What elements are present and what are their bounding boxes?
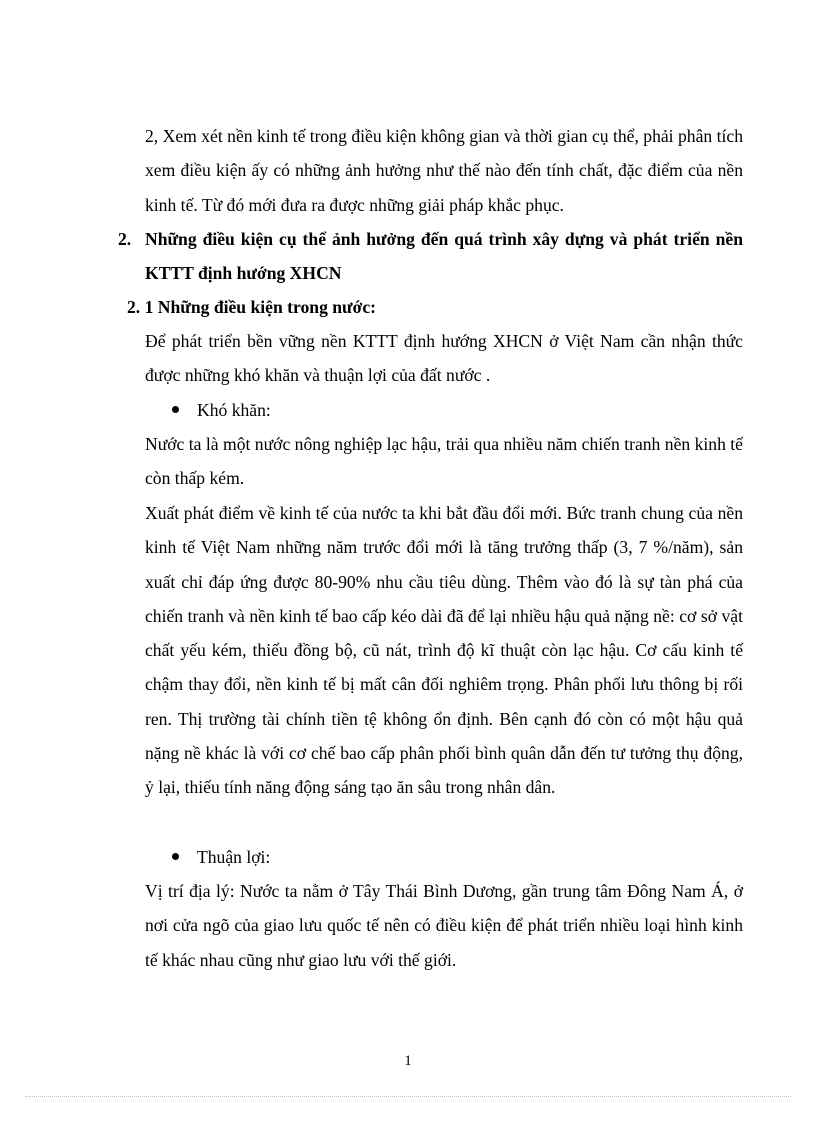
- bullet-label: Khó khăn:: [197, 400, 271, 420]
- heading-2-title: Những điều kiện cụ thể ảnh hưởng đến quá trình xây dựng và phát triển nền KTTT định hướng XHCN: [145, 229, 743, 284]
- paragraph-advantages: Vị trí địa lý: Nước ta nằm ở Tây Thái Bình Dương, gần trung tâm Đông Nam Á, ở nơi cửa ngõ của giao lưu quốc tế nên có điều kiện để phát triển nhiều loại hình kinh tế khác nhau cũng như giao lưu với thế giới.: [145, 881, 743, 970]
- paragraph-difficulties-1: Nước ta là một nước nông nghiệp lạc hậu, trải qua nhiều năm chiến tranh nền kinh tế còn thấp kém.: [145, 434, 743, 489]
- heading-2-1-title: 2. 1 Những điều kiện trong nước:: [127, 297, 377, 317]
- paragraph-difficulties-2: Xuất phát điểm về kinh tế của nước ta khi bắt đầu đổi mới. Bức tranh chung của nền kinh tế Việt Nam những năm trước đổi mới là tăng trưởng thấp (3, 7 %/năm), sản xuất chỉ đáp ứng được 80-90% nhu cầu tiêu dùng. Thêm vào đó là sự tàn phá của chiến tranh và nền kinh tế bao cấp kéo dài đã để lại nhiều hậu quả nặng nề: cơ sở vật chất yếu kém, thiếu đồng bộ, cũ nát, trình độ kĩ thuật còn lạc hậu. Cơ cấu kinh tế chậm thay đổi, nền kinh tế bị mất cân đối nghiêm trọng. Phân phối lưu thông bị rối ren. Thị trường tài chính tiền tệ không ổn định. Bên cạnh đó còn có một hậu quả nặng nề khác là với cơ chế bao cấp phân phối bình quân dẫn đến tư tưởng thụ động, ỷ lại, thiếu tính năng động sáng tạo ăn sâu trong nhân dân.: [145, 503, 743, 798]
- heading-2-number: 2.: [118, 229, 132, 249]
- page-bottom-divider: [25, 1096, 791, 1097]
- page-number: 1: [404, 1053, 412, 1069]
- intro-paragraph: 2, Xem xét nền kinh tế trong điều kiện không gian và thời gian cụ thể, phải phân tích xem điều kiện ấy có những ảnh hưởng như thế nào đến tính chất, đặc điểm của nền kinh tế. Từ đó mới đưa ra được những giải pháp khắc phục.: [145, 126, 743, 215]
- bullet-dot-icon: [172, 853, 179, 860]
- bullet-label: Thuận lợi:: [197, 847, 271, 867]
- paragraph-2-1: Để phát triển bền vững nền KTTT định hướng XHCN ở Việt Nam cần nhận thức được những khó khăn và thuận lợi của đất nước .: [145, 331, 743, 386]
- bullet-dot-icon: [172, 406, 179, 413]
